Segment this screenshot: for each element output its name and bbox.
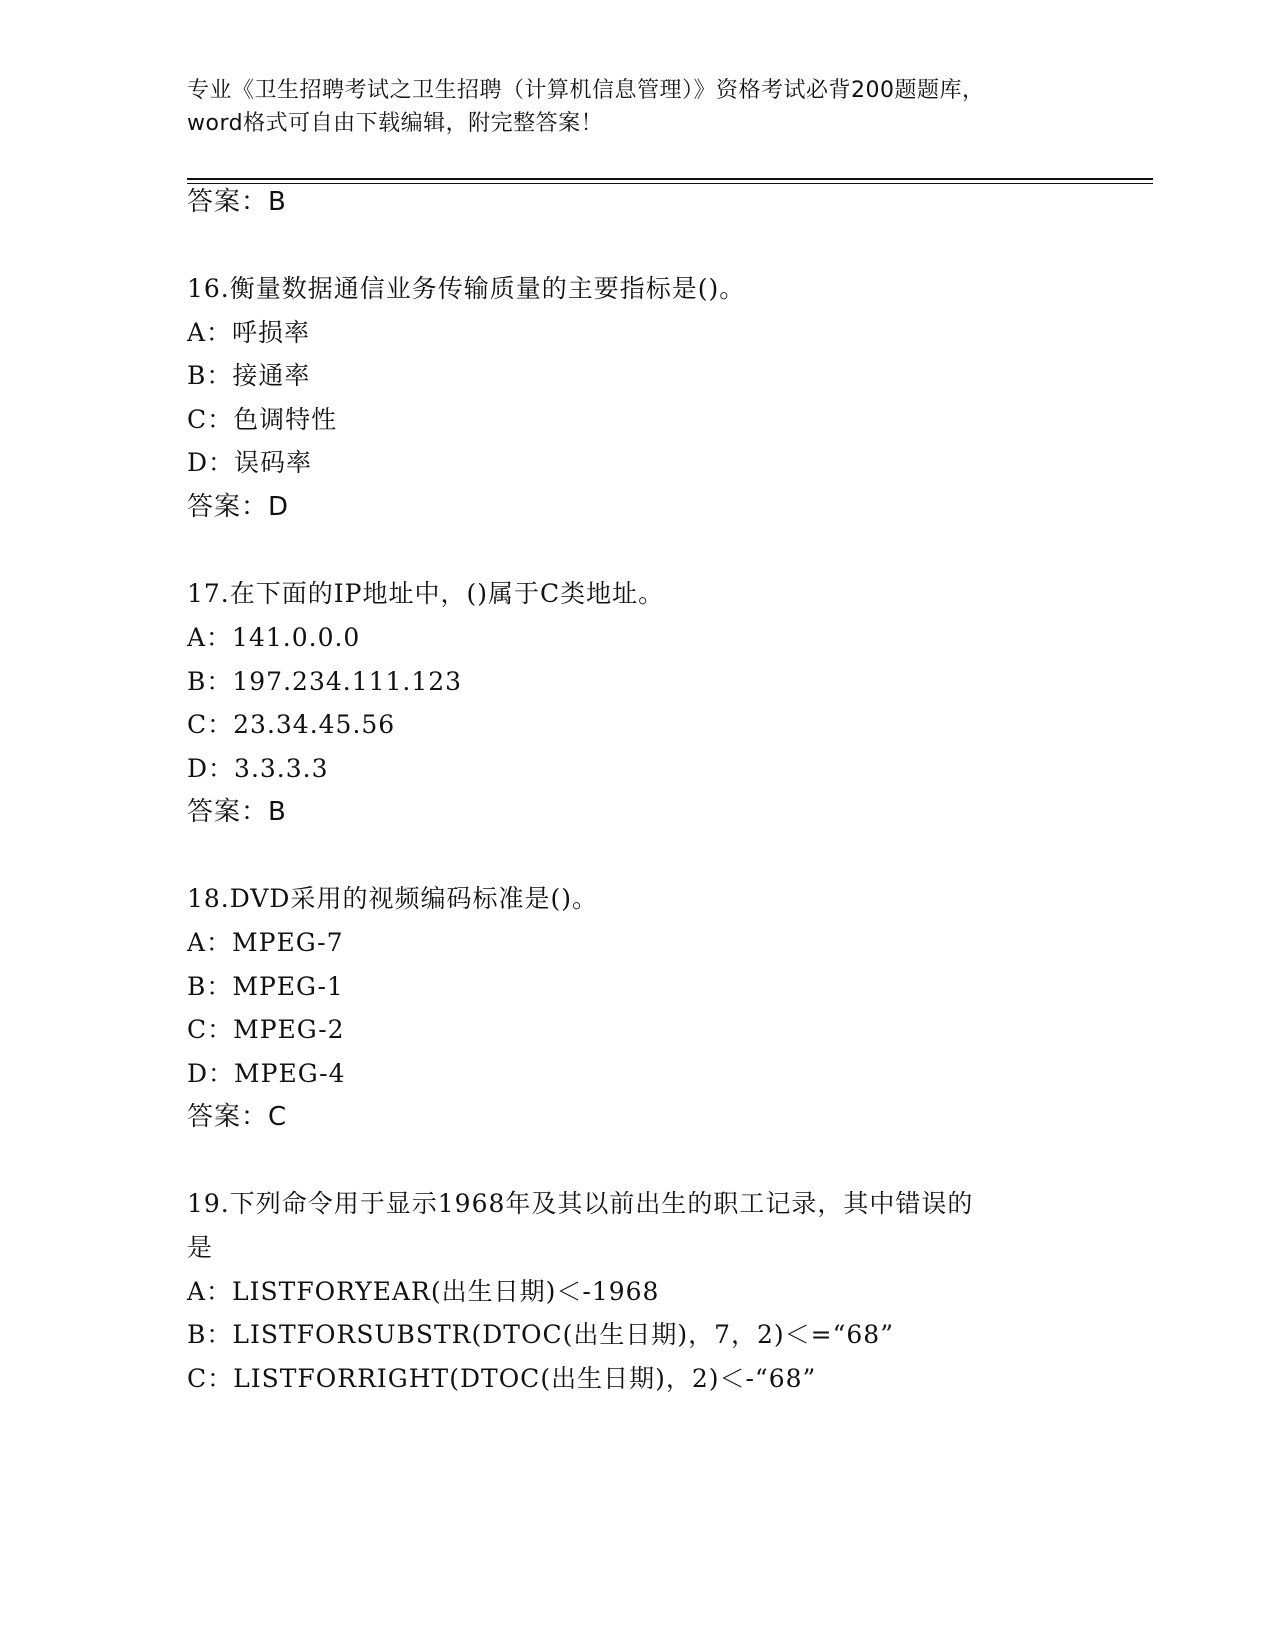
q16-option-a: A：呼损率 bbox=[187, 318, 311, 347]
q18-option-c: C：MPEG-2 bbox=[187, 1015, 345, 1044]
question-16: 16.衡量数据通信业务传输质量的主要指标是()。 bbox=[187, 274, 746, 303]
q16-option-b: B：接通率 bbox=[187, 361, 311, 390]
question-19-line-2: 是 bbox=[187, 1233, 214, 1262]
q19-option-c: C：LISTFORRIGHT(DTOC(出生日期)，2)＜-“68” bbox=[187, 1364, 817, 1393]
question-18: 18.DVD采用的视频编码标准是()。 bbox=[187, 884, 598, 913]
q16-option-d: D：误码率 bbox=[187, 448, 313, 477]
document-header bbox=[187, 74, 1087, 140]
q16-answer: 答案：D bbox=[187, 492, 290, 522]
q19-option-a: A：LISTFORYEAR(出生日期)＜-1968 bbox=[187, 1277, 660, 1306]
previous-answer: 答案：B bbox=[187, 187, 287, 217]
question-19-line-1: 19.下列命令用于显示1968年及其以前出生的职工记录，其中错误的 bbox=[187, 1189, 974, 1218]
q17-option-a: A：141.0.0.0 bbox=[187, 623, 361, 652]
q17-answer: 答案：B bbox=[187, 797, 287, 827]
q17-option-c: C：23.34.45.56 bbox=[187, 710, 396, 739]
q18-option-d: D：MPEG-4 bbox=[187, 1059, 346, 1088]
q17-option-d: D：3.3.3.3 bbox=[187, 754, 329, 783]
header-divider-thin bbox=[187, 183, 1153, 184]
q18-answer: 答案：C bbox=[187, 1102, 288, 1132]
q18-option-a: A：MPEG-7 bbox=[187, 928, 344, 957]
q17-option-b: B：197.234.111.123 bbox=[187, 667, 463, 696]
question-17: 17.在下面的IP地址中，()属于C类地址。 bbox=[187, 579, 665, 608]
header-line-2: word格式可自由下载编辑，附完整答案！ bbox=[187, 111, 604, 136]
q16-option-c: C：色调特性 bbox=[187, 405, 338, 434]
header-line-1: 专业《卫生招聘考试之卫生招聘（计算机信息管理）》资格考试必背200题题库， bbox=[187, 78, 985, 103]
q19-option-b: B：LISTFORSUBSTR(DTOC(出生日期)，7，2)＜=“68” bbox=[187, 1320, 894, 1349]
q18-option-b: B：MPEG-1 bbox=[187, 972, 344, 1001]
header-divider-thick bbox=[187, 178, 1153, 180]
